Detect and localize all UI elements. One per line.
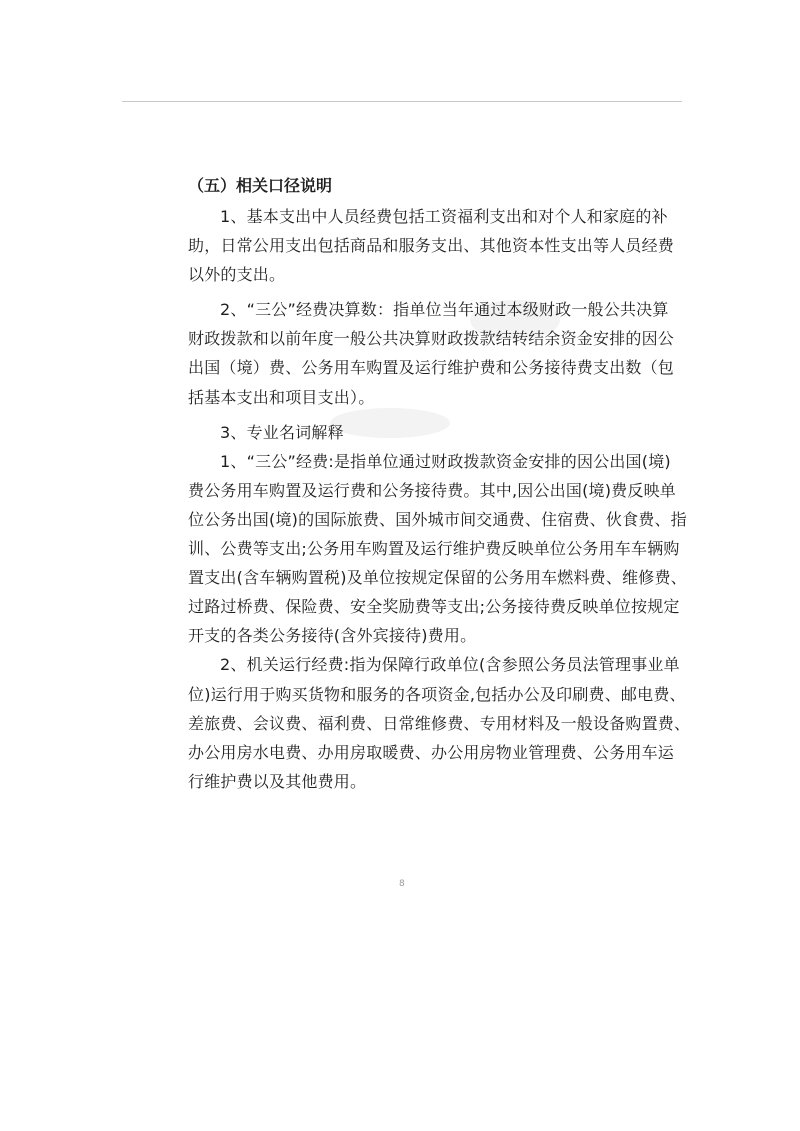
paragraph-line: 训、公费等支出;公务用车购置及运行维护费反映单位公务用车车辆购 — [188, 539, 680, 559]
paragraph-line: 行维护费以及其他费用。 — [188, 771, 367, 791]
paragraph-terminology — [188, 418, 634, 447]
paragraph-line: 以外的支出。 — [188, 265, 286, 285]
paragraph-three-public-final — [188, 295, 675, 411]
paragraph-line: 财政拨款和以前年度一般公共决算财政拨款结转结余资金安排的因公 — [188, 329, 675, 349]
paragraph-line: 置支出(含车辆购置税)及单位按规定保留的公务用车燃料费、维修费、 — [188, 568, 687, 588]
paragraph-line: 位公务出国(境)的国际旅费、国外城市间交通费、住宿费、伙食费、指 — [188, 509, 687, 529]
section-heading: （五）相关口径说明 — [188, 176, 333, 195]
paragraph-line: 助，日常公用支出包括商品和服务支出、其他资本性支出等人员经费 — [188, 236, 675, 256]
paragraph-line: 过路过桥费、保险费、安全奖励费等支出;公务接待费反映单位按规定 — [188, 597, 680, 617]
paragraph-line: 办公用房水电费、办用房取暖费、办公用房物业管理费、公务用车运 — [188, 742, 675, 762]
paragraph-line: 2、机关运行经费:指为保障行政单位(含参照公务员法管理事业单 — [220, 655, 680, 675]
paragraph-line: 1、“三公”经费:是指单位通过财政拨款资金安排的因公出国(境) — [220, 451, 671, 471]
paragraph-basic-expenditure — [188, 202, 675, 289]
paragraph-line: 位)运行用于购买货物和服务的各项资金,包括办公及印刷费、邮电费、 — [188, 684, 686, 704]
paragraph-operating-expenses — [188, 650, 691, 795]
paragraph-line: 括基本支出和项目支出）。 — [188, 387, 375, 407]
paragraph-three-public-definition — [188, 447, 687, 651]
document-body — [188, 172, 691, 796]
header-rule — [122, 101, 682, 102]
paragraph-line: 出国（境）费、公务用车购置及运行维护费和公务接待费支出数（包 — [188, 358, 675, 378]
page-number: 8 — [399, 879, 405, 889]
paragraph-line: 费公务用车购置及运行费和公务接待费。其中,因公出国(境)费反映单 — [188, 480, 676, 500]
paragraph-line: 3、专业名词解释 — [220, 422, 344, 442]
paragraph-line: 2、“三公”经费决算数：指单位当年通过本级财政一般公共决算 — [220, 300, 669, 320]
paragraph-line: 1、基本支出中人员经费包括工资福利支出和对个人和家庭的补 — [220, 207, 668, 226]
paragraph-line: 差旅费、会议费、福利费、日常维修费、专用材料及一般设备购置费、 — [188, 713, 691, 733]
paragraph-line: 开支的各类公务接待(含外宾接待)费用。 — [188, 626, 477, 646]
